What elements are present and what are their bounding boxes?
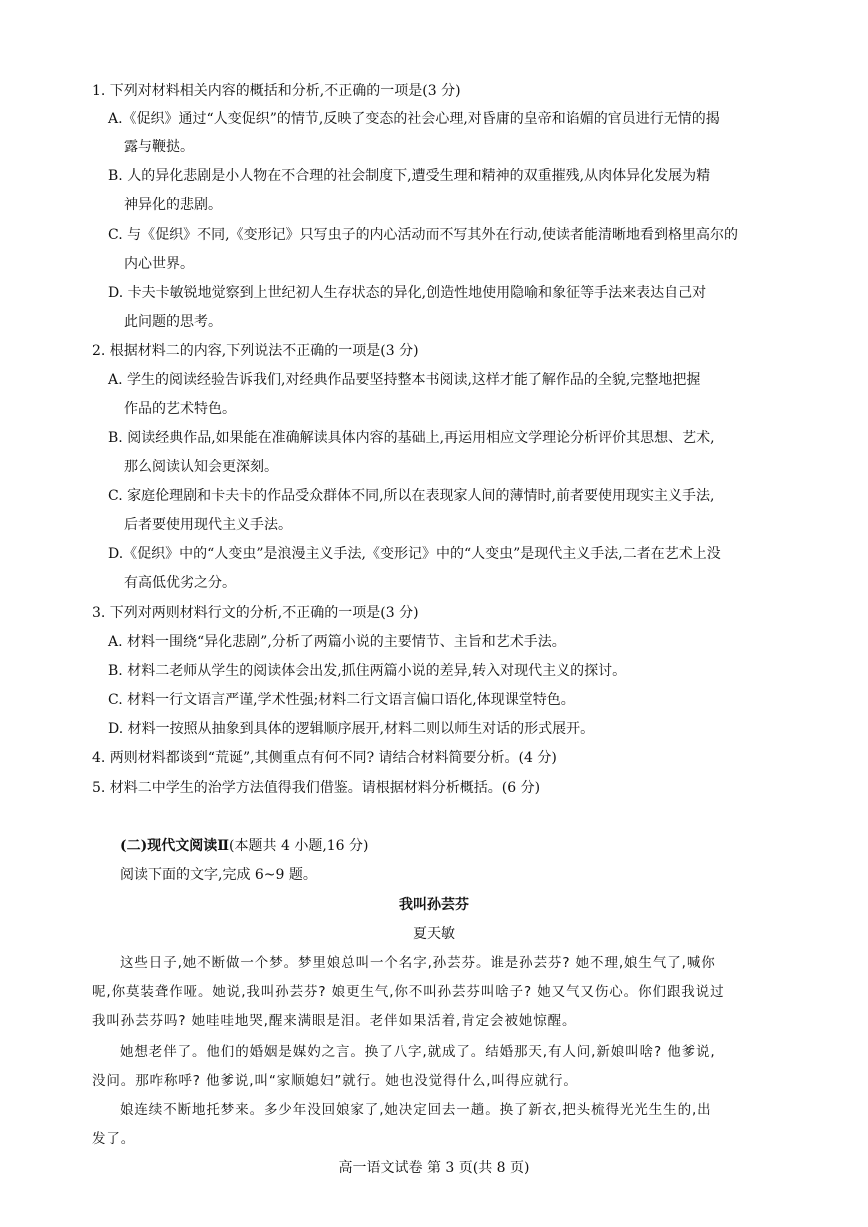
question-1-option-d-cont: 此问题的思考。 [124, 314, 222, 330]
section-instruction: 阅读下面的文字,完成 6~9 题。 [120, 867, 317, 883]
section-heading [120, 836, 369, 856]
story-line-7: 发了。 [92, 1131, 136, 1147]
question-2-option-c-cont: 后者要使用现代主义手法。 [124, 517, 292, 533]
page-footer: 高一语文试卷 第 3 页(共 8 页) [338, 1160, 530, 1176]
question-2-option-a-cont: 作品的艺术特色。 [124, 401, 236, 417]
story-title: 我叫孙芸芬 [399, 897, 469, 913]
story-line-6: 娘连续不断地托梦来。多少年没回娘家了,她决定回去一趟。换了新衣,把头梳得光光生生的,出 [120, 1102, 712, 1118]
question-2-option-a: A. 学生的阅读经验告诉我们,对经典作品要坚持整本书阅读,这样才能了解作品的全貌,完整地把握 [108, 372, 701, 388]
question-3-option-a: A. 材料一围绕“异化悲剧”,分析了两篇小说的主要情节、主旨和艺术手法。 [108, 634, 566, 650]
question-1-stem: 1. 下列对材料相关内容的概括和分析,不正确的一项是(3 分) [92, 83, 461, 99]
question-2-stem: 2. 根据材料二的内容,下列说法不正确的一项是(3 分) [92, 343, 419, 359]
question-3-stem: 3. 下列对两则材料行文的分析,不正确的一项是(3 分) [92, 605, 419, 621]
story-line-4: 她想老伴了。他们的婚姻是媒妁之言。换了八字,就成了。结婚那天,有人问,新娘叫啥? 他爹说, [120, 1044, 716, 1060]
question-1-option-a-cont: 露与鞭挞。 [124, 139, 194, 155]
question-4-stem: 4. 两则材料都谈到“荒诞”,其侧重点有何不同? 请结合材料简要分析。(4 分) [92, 750, 557, 766]
question-1-option-b-cont: 神异化的悲剧。 [124, 197, 222, 213]
section-heading-note: (本题共 4 小题,16 分) [229, 838, 369, 854]
story-line-1: 这些日子,她不断做一个梦。梦里娘总叫一个名字,孙芸芬。谁是孙芸芬? 她不理,娘生气了,喊你 [120, 955, 716, 971]
question-1-option-c-cont: 内心世界。 [124, 256, 194, 272]
question-1-option-b: B. 人的异化悲剧是小人物在不合理的社会制度下,遭受生理和精神的双重摧残,从肉体异化发展为精 [108, 168, 711, 184]
question-3-option-d: D. 材料一按照从抽象到具体的逻辑顺序展开,材料二则以师生对话的形式展开。 [108, 721, 595, 737]
question-2-option-d: D.《促织》中的“人变虫”是浪漫主义手法,《变形记》中的“人变虫”是现代主义手法,二者在艺术上没 [108, 546, 721, 562]
story-line-5: 没问。那咋称呼? 他爹说,叫“家顺媳妇”就行。她也没觉得什么,叫得应就行。 [92, 1073, 578, 1089]
question-1-option-a: A.《促织》通过“人变促织”的情节,反映了变态的社会心理,对昏庸的皇帝和谄媚的官员进行无情的揭 [108, 111, 720, 127]
section-heading-title: (二)现代文阅读Ⅱ [120, 838, 230, 854]
question-2-option-c: C. 家庭伦理剧和卡夫卡的作品受众群体不同,所以在表现家人间的薄情时,前者要使用现实主义手法, [108, 488, 715, 504]
question-1-option-c: C. 与《促织》不同,《变形记》只写虫子的内心活动而不写其外在行动,使读者能清晰地看到格里高尔的 [108, 227, 739, 243]
question-2-option-b: B. 阅读经典作品,如果能在准确解读具体内容的基础上,再运用相应文学理论分析评价其思想、艺术, [108, 430, 715, 446]
question-3-option-b: B. 材料二老师从学生的阅读体会出发,抓住两篇小说的差异,转入对现代主义的探讨。 [108, 663, 627, 679]
question-2-option-d-cont: 有高低优劣之分。 [124, 575, 236, 591]
story-line-3: 我叫孙芸芬吗? 她哇哇地哭,醒来满眼是泪。老伴如果活着,肯定会被她惊醒。 [92, 1013, 577, 1029]
question-3-option-c: C. 材料一行文语言严谨,学术性强;材料二行文语言偏口语化,体现课堂特色。 [108, 692, 575, 708]
story-author: 夏天敏 [413, 926, 455, 942]
question-1-option-d: D. 卡夫卡敏锐地觉察到上世纪初人生存状态的异化,创造性地使用隐喻和象征等手法来表达自己对 [108, 285, 707, 301]
question-5-stem: 5. 材料二中学生的治学方法值得我们借鉴。请根据材料分析概括。(6 分) [92, 780, 541, 796]
story-line-2: 呢,你莫装聋作哑。她说,我叫孙芸芬? 娘更生气,你不叫孙芸芬叫啥子? 她又气又伤心。你们跟我说过 [92, 984, 725, 1000]
question-2-option-b-cont: 那么阅读认知会更深刻。 [124, 459, 278, 475]
